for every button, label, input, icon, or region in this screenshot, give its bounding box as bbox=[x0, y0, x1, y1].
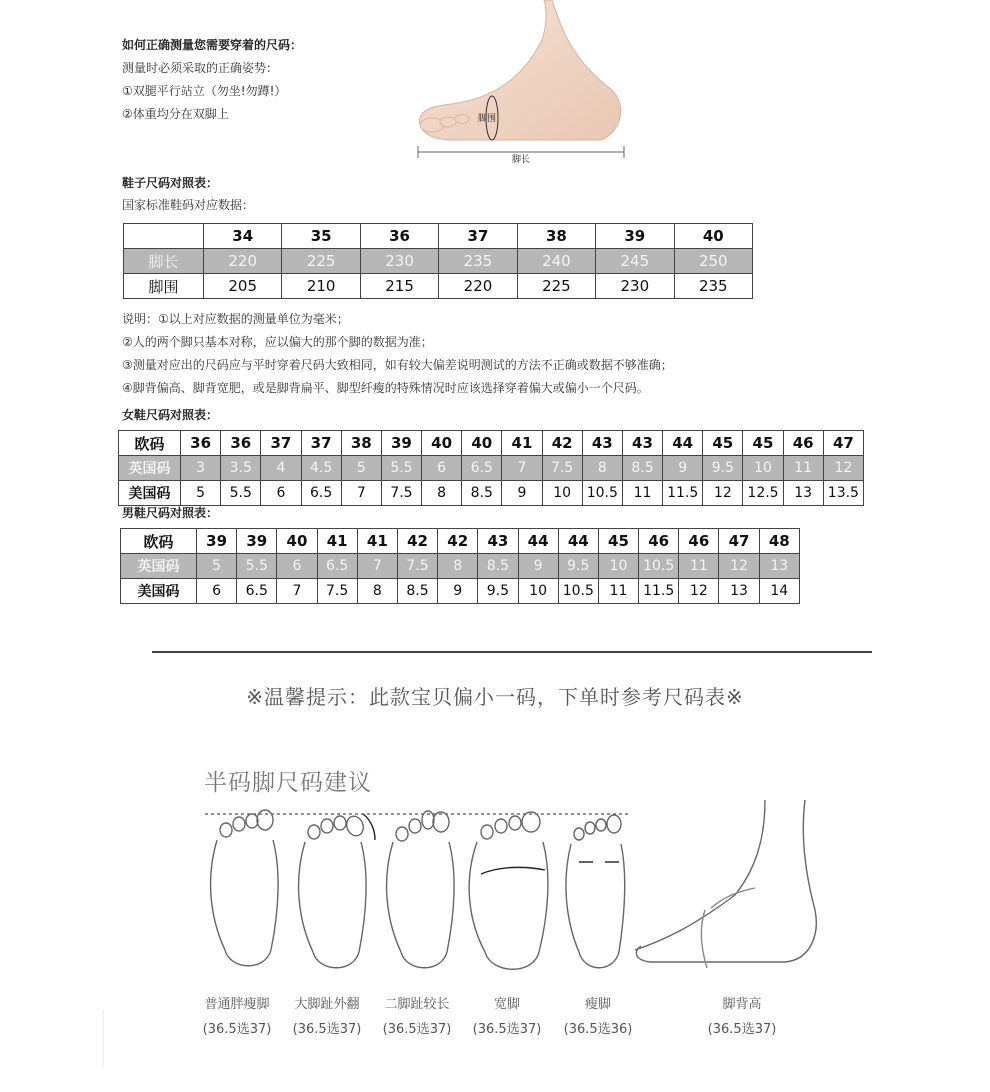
table-cell: 48 bbox=[759, 529, 799, 554]
table-row bbox=[121, 579, 800, 604]
table-cell: 11 bbox=[622, 481, 662, 506]
table-cell: 45 bbox=[703, 431, 743, 456]
table-cell: 5.5 bbox=[237, 554, 277, 579]
table-row bbox=[124, 249, 753, 274]
table-cell: 35 bbox=[282, 224, 360, 249]
table-cell: 46 bbox=[679, 529, 719, 554]
table-cell: 39 bbox=[381, 431, 421, 456]
table-cell: 13.5 bbox=[823, 481, 863, 506]
table-cell: 40 bbox=[462, 431, 502, 456]
foot-type-name: 大脚趾外翻 bbox=[294, 997, 360, 1012]
row-label: 英国码 bbox=[121, 554, 197, 579]
table-cell: 5.5 bbox=[221, 481, 261, 506]
row-label: 脚围 bbox=[124, 274, 204, 299]
table-cell: 230 bbox=[360, 249, 438, 274]
table-cell: 5 bbox=[341, 456, 381, 481]
table-cell: 6 bbox=[197, 579, 237, 604]
table-cell: 9 bbox=[518, 554, 558, 579]
table-cell: 10 bbox=[542, 481, 582, 506]
table-cell: 6.5 bbox=[462, 456, 502, 481]
table-cell: 6 bbox=[422, 456, 462, 481]
table-cell: 12 bbox=[823, 456, 863, 481]
table-cell: 11 bbox=[783, 456, 823, 481]
table-cell: 11 bbox=[679, 554, 719, 579]
table-cell: 37 bbox=[261, 431, 301, 456]
table-cell: 44 bbox=[558, 529, 598, 554]
note-line: ④脚背偏高、脚背宽肥，或是脚背扁平、脚型纤瘦的特殊情况时应该选择穿着偏大或偏小一个尺码。 bbox=[122, 381, 649, 395]
table-cell: 6.5 bbox=[301, 481, 341, 506]
table-cell: 37 bbox=[301, 431, 341, 456]
table-cell: 8 bbox=[357, 579, 397, 604]
table-cell: 40 bbox=[277, 529, 317, 554]
row-label: 英国码 bbox=[119, 456, 181, 481]
table-cell: 12 bbox=[679, 579, 719, 604]
table-row bbox=[121, 554, 800, 579]
table-cell: 38 bbox=[341, 431, 381, 456]
table-cell: 11.5 bbox=[663, 481, 703, 506]
table-cell: 7 bbox=[341, 481, 381, 506]
section-divider bbox=[152, 651, 872, 653]
table-cell: 220 bbox=[439, 274, 517, 299]
table-cell: 8.5 bbox=[622, 456, 662, 481]
foot-types-illustration bbox=[195, 800, 835, 985]
table-cell: 7 bbox=[277, 579, 317, 604]
table-cell: 42 bbox=[397, 529, 437, 554]
table-cell: 7.5 bbox=[397, 554, 437, 579]
table-cell: 9 bbox=[663, 456, 703, 481]
foot-type-advice: (36.5选37) bbox=[707, 1022, 777, 1037]
table-cell: 205 bbox=[204, 274, 282, 299]
table-cell: 8 bbox=[422, 481, 462, 506]
shoe-table-title: 鞋子尺码对照表： bbox=[122, 176, 219, 190]
shoe-size-table bbox=[123, 223, 753, 299]
foot-type-advice: (36.5选37) bbox=[382, 1022, 452, 1037]
table-cell: 10.5 bbox=[558, 579, 598, 604]
foot-type-name: 普通胖瘦脚 bbox=[204, 997, 270, 1012]
table-cell: 12.5 bbox=[743, 481, 783, 506]
table-cell: 47 bbox=[719, 529, 759, 554]
table-cell: 5.5 bbox=[381, 456, 421, 481]
table-cell: 45 bbox=[743, 431, 783, 456]
table-cell: 10 bbox=[518, 579, 558, 604]
table-cell: 9.5 bbox=[478, 579, 518, 604]
foot-type-name: 二脚趾较长 bbox=[384, 997, 450, 1012]
length-label: 脚长 bbox=[512, 155, 531, 165]
table-cell: 230 bbox=[596, 274, 674, 299]
table-cell: 225 bbox=[517, 274, 595, 299]
shoe-table-subtitle: 国家标准鞋码对应数据： bbox=[122, 198, 255, 212]
table-cell: 220 bbox=[204, 249, 282, 274]
table-cell: 46 bbox=[639, 529, 679, 554]
table-row bbox=[124, 274, 753, 299]
table-cell: 36 bbox=[221, 431, 261, 456]
table-row bbox=[119, 456, 864, 481]
table-cell: 7.5 bbox=[317, 579, 357, 604]
table-cell: 36 bbox=[181, 431, 221, 456]
table-cell: 250 bbox=[674, 249, 752, 274]
table-cell: 215 bbox=[360, 274, 438, 299]
table-row bbox=[121, 529, 800, 554]
foot-type-advice: (36.5选37) bbox=[472, 1022, 542, 1037]
men-table-title: 男鞋尺码对照表： bbox=[122, 506, 219, 520]
table-cell: 5 bbox=[197, 554, 237, 579]
table-cell: 41 bbox=[357, 529, 397, 554]
table-cell: 40 bbox=[674, 224, 752, 249]
table-cell: 7.5 bbox=[381, 481, 421, 506]
table-cell: 13 bbox=[719, 579, 759, 604]
table-cell: 43 bbox=[622, 431, 662, 456]
table-cell: 8 bbox=[438, 554, 478, 579]
table-cell: 34 bbox=[204, 224, 282, 249]
table-cell: 14 bbox=[759, 579, 799, 604]
table-cell: 39 bbox=[596, 224, 674, 249]
measure-line: 测量时必须采取的正确姿势： bbox=[122, 61, 279, 75]
foot-type-name: 瘦脚 bbox=[584, 997, 611, 1012]
row-label: 美国码 bbox=[121, 579, 197, 604]
women-size-table bbox=[118, 430, 864, 506]
foot-type-name: 宽脚 bbox=[493, 997, 520, 1012]
table-cell: 240 bbox=[517, 249, 595, 274]
measure-line: ②体重均分在双脚上 bbox=[122, 107, 229, 121]
table-cell: 3 bbox=[181, 456, 221, 481]
table-cell: 38 bbox=[517, 224, 595, 249]
table-cell: 8 bbox=[582, 456, 622, 481]
table-row bbox=[119, 431, 864, 456]
table-cell: 9.5 bbox=[703, 456, 743, 481]
note-line: ③测量对应出的尺码应与平时穿着尺码大致相同，如有较大偏差说明测试的方法不正确或数据不够准确； bbox=[122, 358, 673, 372]
note-line: 说明：①以上对应数据的测量单位为毫米； bbox=[122, 312, 349, 326]
table-cell: 9 bbox=[502, 481, 542, 506]
table-cell: 4 bbox=[261, 456, 301, 481]
table-cell: 13 bbox=[759, 554, 799, 579]
women-table-title: 女鞋尺码对照表： bbox=[122, 408, 219, 422]
table-cell: 39 bbox=[237, 529, 277, 554]
table-cell: 43 bbox=[582, 431, 622, 456]
table-cell: 4.5 bbox=[301, 456, 341, 481]
foot-type-advice: (36.5选37) bbox=[292, 1022, 362, 1037]
table-cell: 44 bbox=[518, 529, 558, 554]
table-cell: 42 bbox=[542, 431, 582, 456]
table-cell: 7 bbox=[502, 456, 542, 481]
table-cell: 37 bbox=[439, 224, 517, 249]
table-cell: 10 bbox=[743, 456, 783, 481]
row-label: 欧码 bbox=[121, 529, 197, 554]
table-cell: 40 bbox=[422, 431, 462, 456]
row-label: 美国码 bbox=[119, 481, 181, 506]
table-cell: 7 bbox=[357, 554, 397, 579]
table-cell: 225 bbox=[282, 249, 360, 274]
table-cell: 41 bbox=[317, 529, 357, 554]
foot-measure-illustration bbox=[412, 0, 634, 168]
table-cell: 10 bbox=[598, 554, 638, 579]
table-cell: 210 bbox=[282, 274, 360, 299]
table-cell: 7.5 bbox=[542, 456, 582, 481]
table-cell: 8.5 bbox=[397, 579, 437, 604]
table-cell: 9.5 bbox=[558, 554, 598, 579]
table-cell bbox=[124, 224, 204, 249]
row-label: 欧码 bbox=[119, 431, 181, 456]
table-cell: 3.5 bbox=[221, 456, 261, 481]
table-cell: 8.5 bbox=[462, 481, 502, 506]
table-row bbox=[119, 481, 864, 506]
table-cell: 10.5 bbox=[639, 554, 679, 579]
table-cell: 11.5 bbox=[639, 579, 679, 604]
men-size-table bbox=[120, 528, 800, 604]
table-cell: 6 bbox=[261, 481, 301, 506]
table-cell: 5 bbox=[181, 481, 221, 506]
foot-type-name: 脚背高 bbox=[722, 997, 762, 1012]
foot-type-advice: (36.5选36) bbox=[563, 1022, 633, 1037]
size-tip: ※温馨提示：此款宝贝偏小一码，下单时参考尺码表※ bbox=[246, 685, 744, 709]
table-row bbox=[124, 224, 753, 249]
measure-line: ①双腿平行站立（勿坐!勿蹲!） bbox=[122, 84, 287, 98]
table-cell: 10.5 bbox=[582, 481, 622, 506]
table-cell: 8.5 bbox=[478, 554, 518, 579]
table-cell: 6 bbox=[277, 554, 317, 579]
table-cell: 44 bbox=[663, 431, 703, 456]
table-cell: 6.5 bbox=[237, 579, 277, 604]
measure-title: 如何正确测量您需要穿着的尺码： bbox=[122, 38, 303, 52]
table-cell: 36 bbox=[360, 224, 438, 249]
table-cell: 245 bbox=[596, 249, 674, 274]
row-label: 脚长 bbox=[124, 249, 204, 274]
table-cell: 12 bbox=[703, 481, 743, 506]
table-cell: 39 bbox=[197, 529, 237, 554]
note-line: ②人的两个脚只基本对称，应以偏大的那个脚的数据为准； bbox=[122, 335, 433, 349]
table-cell: 42 bbox=[438, 529, 478, 554]
girth-label: 脚围 bbox=[478, 114, 497, 124]
table-cell: 47 bbox=[823, 431, 863, 456]
table-cell: 13 bbox=[783, 481, 823, 506]
side-line bbox=[103, 1010, 104, 1068]
table-cell: 235 bbox=[439, 249, 517, 274]
table-cell: 12 bbox=[719, 554, 759, 579]
table-cell: 46 bbox=[783, 431, 823, 456]
table-cell: 45 bbox=[598, 529, 638, 554]
table-cell: 41 bbox=[502, 431, 542, 456]
table-cell: 9 bbox=[438, 579, 478, 604]
foot-type-advice: (36.5选37) bbox=[202, 1022, 272, 1037]
table-cell: 6.5 bbox=[317, 554, 357, 579]
table-cell: 235 bbox=[674, 274, 752, 299]
half-size-title: 半码脚尺码建议 bbox=[204, 770, 372, 796]
table-cell: 11 bbox=[598, 579, 638, 604]
table-cell: 43 bbox=[478, 529, 518, 554]
